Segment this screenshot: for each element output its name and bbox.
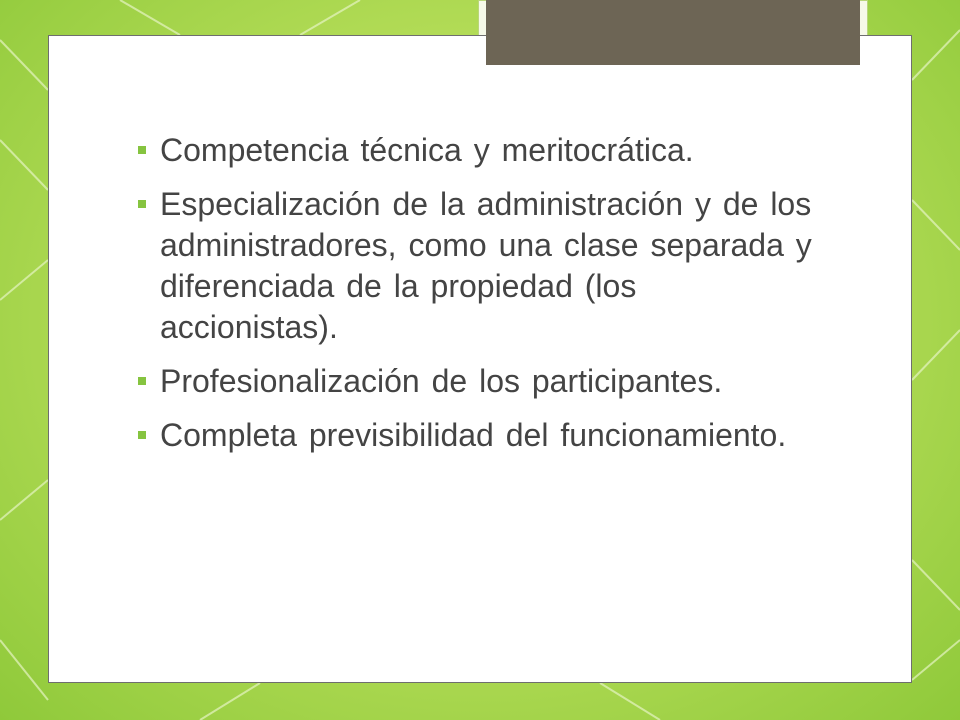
bullet-item-profesionalizacion [120, 361, 820, 402]
pattern-line [912, 30, 960, 80]
pattern-line [0, 140, 48, 190]
square-bullet-icon [138, 431, 146, 439]
bullet-text: Especialización de la administración y de los administradores, como una clase separada y diferenciada de la propiedad (los accionistas). [160, 186, 812, 345]
bullet-list-container [120, 130, 820, 469]
bullet-list [120, 130, 820, 456]
bullet-item-especializacion [120, 184, 820, 348]
pattern-line [200, 683, 260, 720]
title-tab [486, 0, 860, 65]
pattern-line [0, 260, 48, 300]
pattern-line [0, 640, 48, 700]
pattern-line [600, 683, 660, 720]
pattern-line [912, 560, 960, 610]
pattern-line [0, 40, 48, 90]
square-bullet-icon [138, 377, 146, 385]
bullet-text: Completa previsibilidad del funcionamiento. [160, 417, 787, 453]
bullet-text: Competencia técnica y meritocrática. [160, 132, 694, 168]
pattern-line [0, 480, 48, 520]
pattern-line [912, 200, 960, 250]
bullet-item-competencia [120, 130, 820, 171]
square-bullet-icon [138, 200, 146, 208]
pattern-line [912, 640, 960, 680]
pattern-line [912, 330, 960, 380]
bullet-item-previsibilidad [120, 415, 820, 456]
square-bullet-icon [138, 146, 146, 154]
pattern-line [120, 0, 180, 35]
pattern-line [300, 0, 360, 35]
bullet-text: Profesionalización de los participantes. [160, 363, 723, 399]
